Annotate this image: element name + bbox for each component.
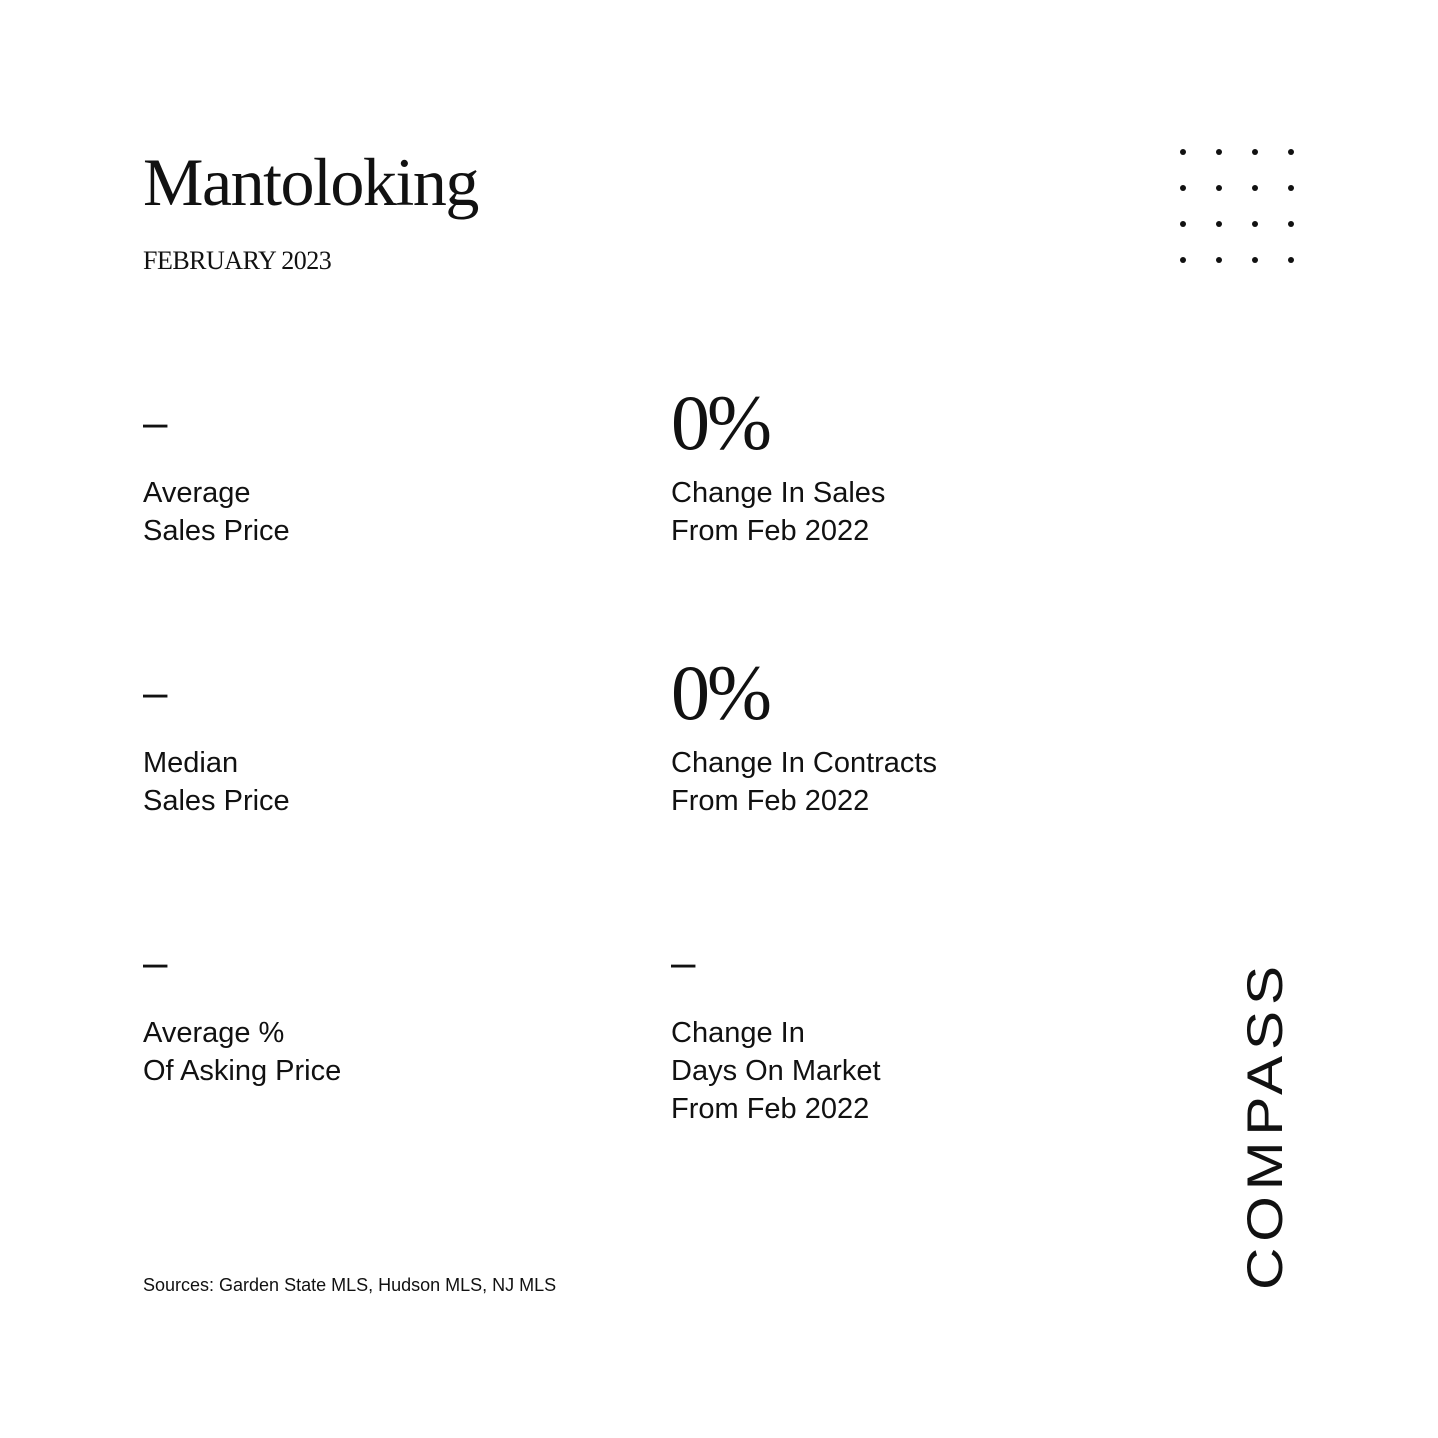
stat-value: – — [143, 398, 168, 447]
grid-dot — [1288, 185, 1294, 191]
stat-value: 0% — [671, 379, 769, 466]
compass-logo-text: COMPASS — [1237, 1008, 1293, 1290]
stat-label: Change In Days On Market From Feb 2022 — [671, 1017, 881, 1125]
stat-average-sales-price — [143, 382, 563, 550]
stat-label: Average % Of Asking Price — [143, 1017, 342, 1087]
grid-dot — [1180, 185, 1186, 191]
grid-dot — [1216, 221, 1222, 227]
compass-logo — [1236, 956, 1294, 1294]
stat-value: 0% — [671, 649, 769, 736]
grid-dot — [1216, 185, 1222, 191]
grid-dot — [1288, 149, 1294, 155]
grid-dot — [1288, 221, 1294, 227]
stat-label: Median Sales Price — [143, 747, 290, 817]
sources-note: Sources: Garden State MLS, Hudson MLS, NJ MLS — [143, 1275, 557, 1295]
grid-dot — [1252, 257, 1258, 263]
grid-dot — [1216, 257, 1222, 263]
grid-dot — [1288, 257, 1294, 263]
grid-dot — [1180, 221, 1186, 227]
grid-dot — [1180, 257, 1186, 263]
stat-change-in-days-on-market — [671, 922, 1091, 1128]
report-month: FEBRUARY 2023 — [143, 246, 332, 275]
stat-median-sales-price — [143, 652, 563, 820]
grid-dot — [1252, 149, 1258, 155]
stat-change-in-sales — [671, 379, 1091, 550]
stat-value: – — [671, 938, 696, 987]
stat-label: Change In Contracts From Feb 2022 — [671, 747, 937, 817]
grid-dot — [1252, 221, 1258, 227]
grid-dot — [1252, 185, 1258, 191]
stat-change-in-contracts — [671, 649, 1091, 820]
stat-value: – — [143, 938, 168, 987]
dot-grid-icon — [1174, 143, 1300, 269]
stat-average-percent-of-asking — [143, 922, 563, 1090]
grid-dot — [1216, 149, 1222, 155]
stat-label: Change In Sales From Feb 2022 — [671, 477, 886, 547]
page-title: Mantoloking — [143, 144, 478, 220]
stat-value: – — [143, 668, 168, 717]
stat-label: Average Sales Price — [143, 477, 290, 547]
grid-dot — [1180, 149, 1186, 155]
